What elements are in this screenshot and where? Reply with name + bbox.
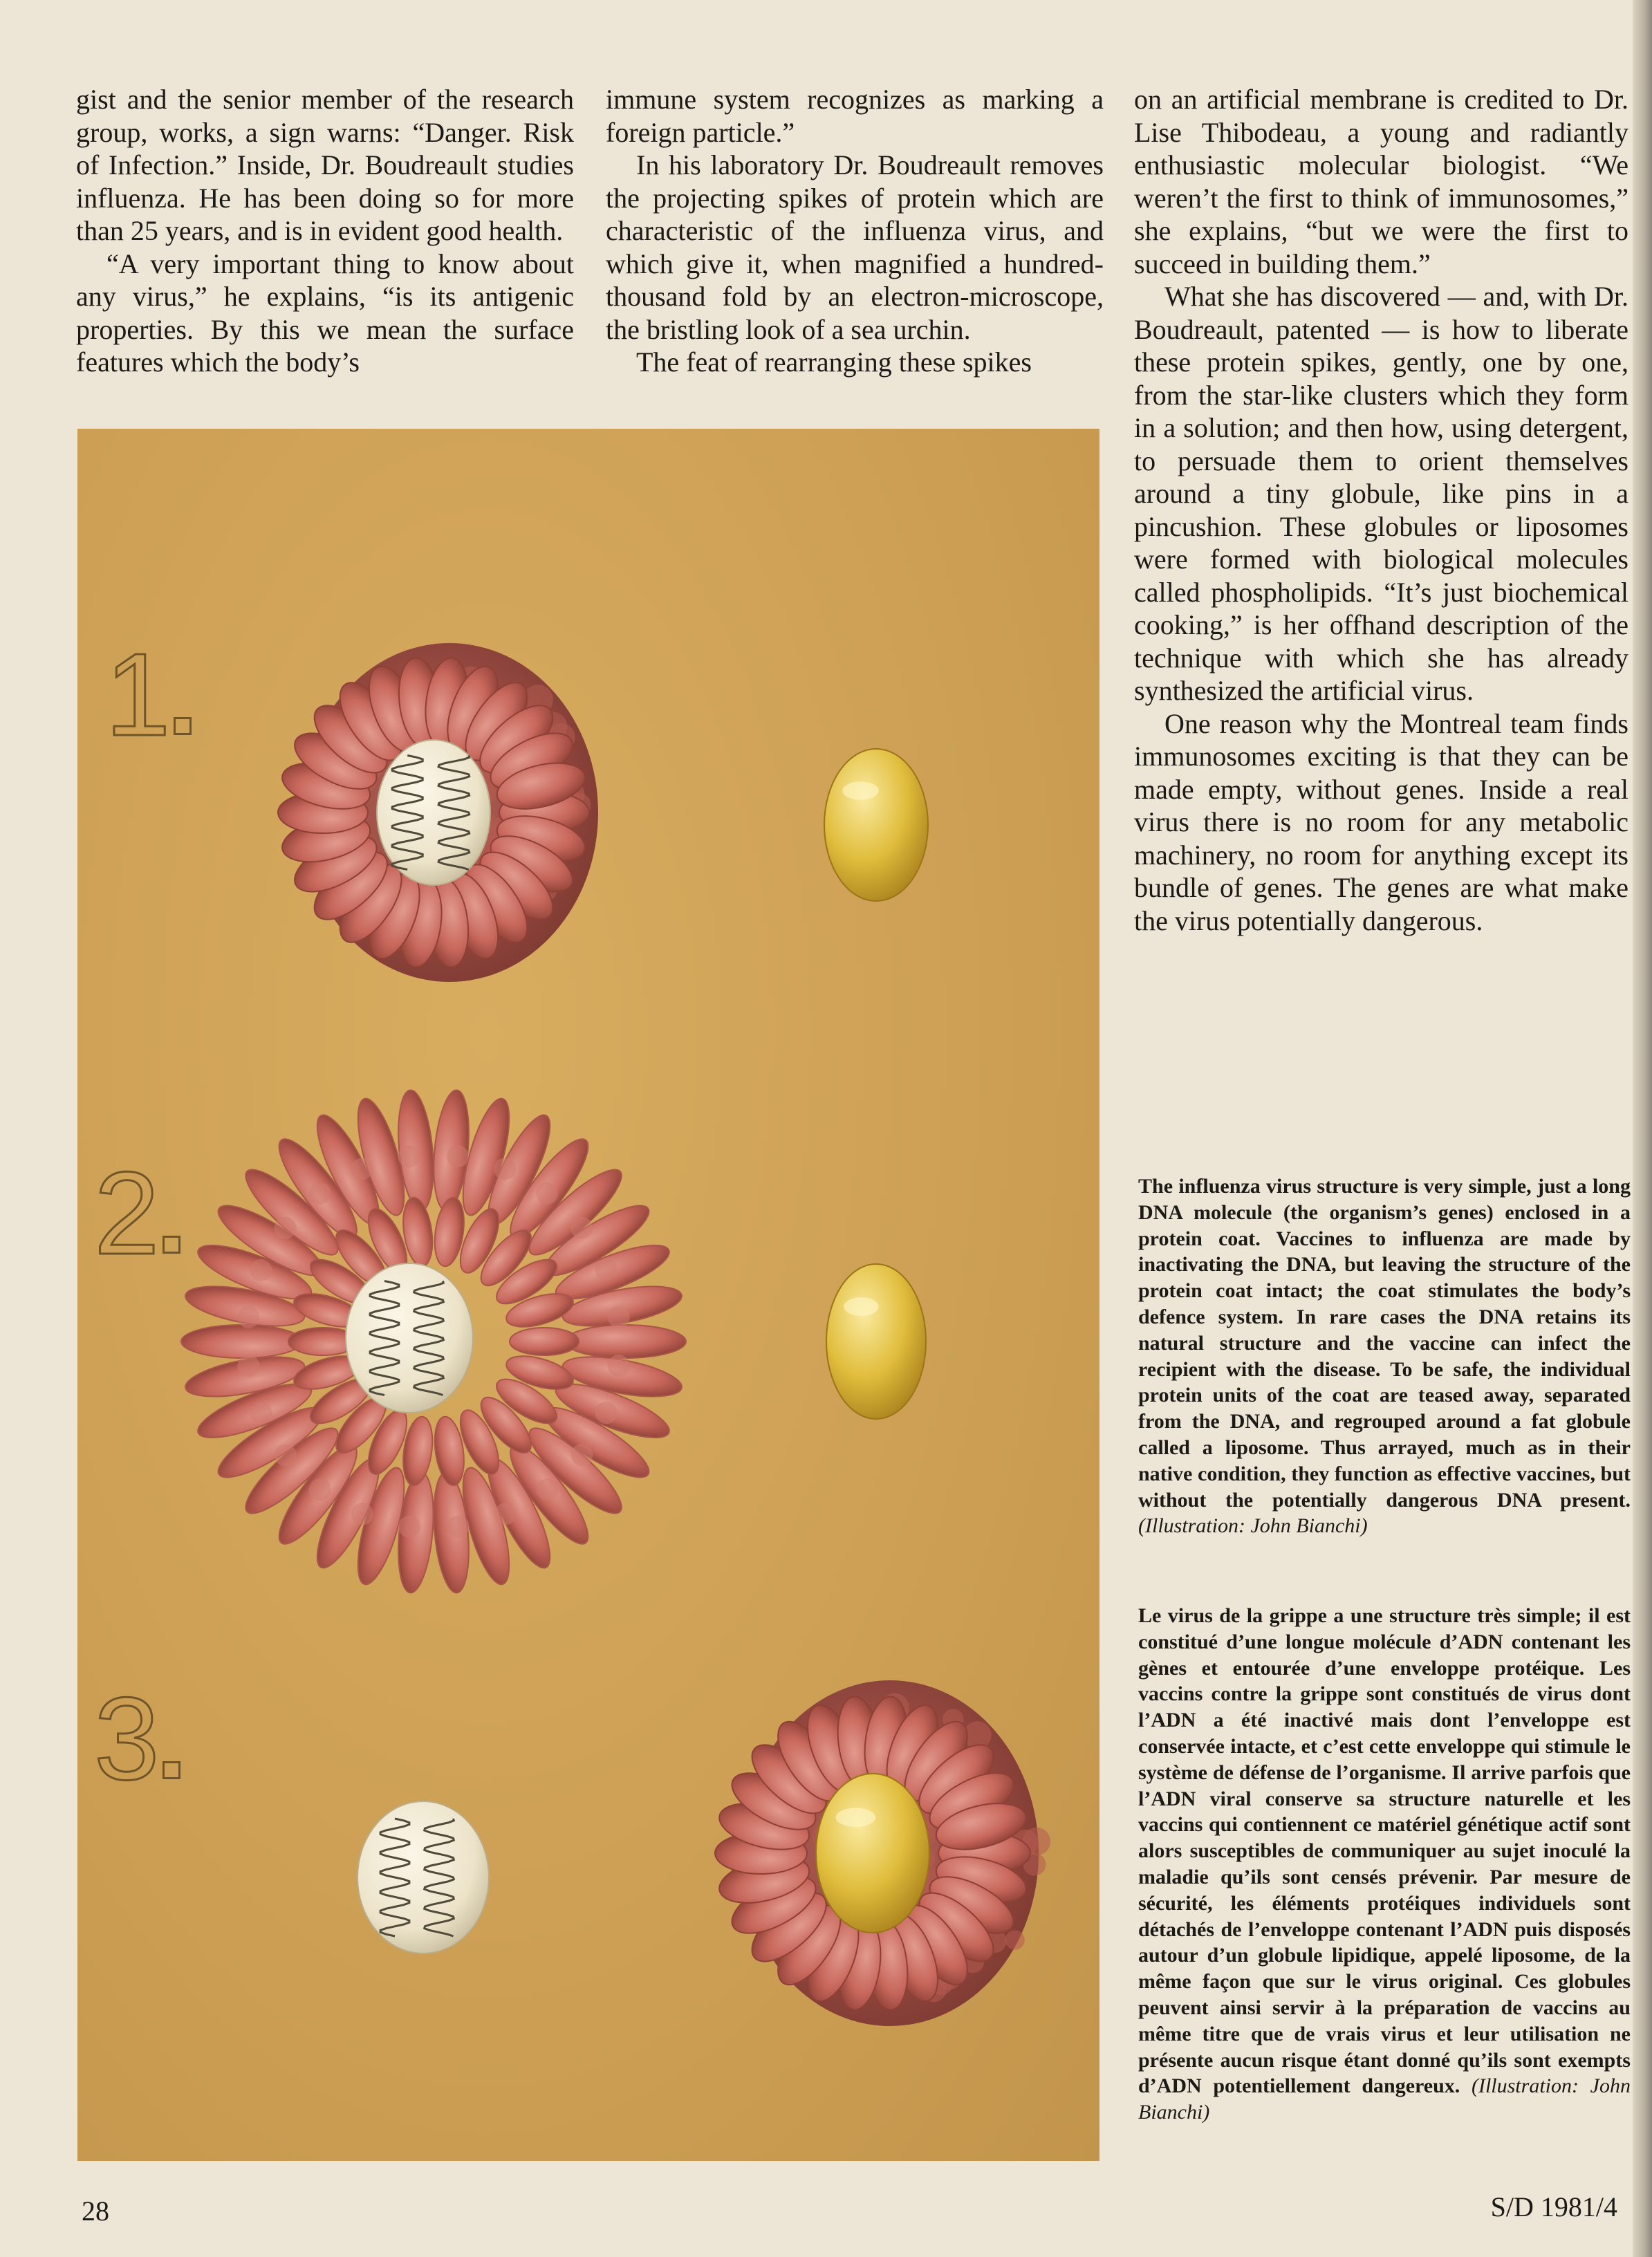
liposome-highlight — [836, 1808, 875, 1827]
virus-core — [358, 1801, 489, 1953]
spike-fragment — [494, 1503, 517, 1525]
virus-core — [346, 1263, 473, 1413]
caption-french-credit: (Illustration: John Bianchi) — [1138, 2074, 1631, 2124]
spike-fragment — [536, 1182, 558, 1205]
spike-fragment — [447, 1516, 469, 1538]
spike-fragment — [237, 1355, 259, 1377]
spike-fragment — [309, 1478, 331, 1501]
liposome — [826, 1264, 926, 1419]
spike-fragment — [351, 1503, 373, 1525]
stage-1-number: 1 — [105, 636, 192, 754]
protein-spike — [181, 1325, 302, 1358]
spike-fragment — [447, 1145, 469, 1167]
liposome — [824, 749, 928, 901]
protein-spike — [565, 1325, 686, 1358]
paragraph: immune system recognizes as marking a foreign particle.” — [606, 84, 1104, 148]
spike-fragment — [570, 1444, 593, 1466]
spike-fragment — [494, 1158, 516, 1180]
issue-label: S/D 1981/4 — [1490, 2191, 1617, 2222]
spike-fragment — [595, 1402, 618, 1424]
stage-1-intact-virus — [277, 643, 928, 982]
spike-fragment — [595, 1258, 617, 1281]
paragraph: “A very important thing to know about any virus,” he explains, “is its antigenic properties. By this we mean the surface features which the body’s — [76, 248, 574, 378]
caption-english-text: The influenza virus structure is very simple, just a long DNA molecule (the organism’s genes) enclosed in a protein coat. Vaccines to influenza are made by inactivating the DNA, but leaving the structure of the protein coat intact; the coat stimulates the body’s defence system. In rare cases the DNA retains its natural structure and the vaccine can infect the recipient with the disease. To be safe, the individual protein units of the coat are teased away, separated from the DNA, and regrouped around a fat globule called a liposome. Thus arrayed, much as in their native condition, they function as effective vaccines, but without the potentially dangerous DNA present. — [1138, 1175, 1631, 1512]
page-spine-shadow — [1633, 0, 1652, 2257]
paragraph: What she has discovered — and, with Dr. Boudreault, patented — is how to liberate these protein spikes, gently, one by one, from the star-like clusters which they form in a solution; and then how, using detergent, to persuade them to orient themselves around a tiny globule, like pins in a pincushion. These globules or liposomes were formed with biological molecules called phospholipids. “It’s just biochemical cooking,” is her offhand description of the technique with which she has already synthesized the artificial virus. — [1134, 281, 1628, 706]
stage-3-immunosome — [358, 1680, 1050, 2026]
page-number: 28 — [82, 2195, 109, 2227]
caption-french — [1138, 1603, 1631, 2126]
text-column-1 — [76, 83, 574, 379]
spike-fragment — [608, 1355, 630, 1377]
spike-fragment — [608, 1306, 630, 1328]
spike-fragment — [308, 1182, 331, 1205]
stage-2-number: 2 — [94, 1155, 180, 1272]
stage-3-number: 3 — [94, 1680, 180, 1798]
paragraph: In his laboratory Dr. Boudreault removes the projecting spikes of protein which are characteristic of the influenza virus, and which give it, when magnified a hundred-thousand fold by an electron-microscope, the bristling look of a sea urchin. — [606, 149, 1104, 345]
paragraph: One reason why the Montreal team finds immunosomes exciting is that they can be made empty, without genes. Inside a real virus there is no room for any metabolic machinery, no room for anything except its bundle of genes. The genes are what make the virus potentially dangerous. — [1134, 707, 1628, 936]
spike-tip — [1005, 1930, 1025, 1949]
spike-fragment — [570, 1216, 593, 1238]
spike-fragment — [398, 1145, 420, 1167]
spike-fragment — [250, 1259, 272, 1281]
paragraph: gist and the senior member of the research group, works, a sign warns: “Danger. Risk of Infection.” Inside, Dr. Boudreault studies influenza. He has been doing so for more than 25 years, and is in evident good health. — [76, 84, 574, 246]
spike-fragment — [351, 1158, 373, 1180]
spike-fragment — [537, 1478, 559, 1501]
caption-english — [1138, 1173, 1631, 1539]
spike-fragment — [250, 1402, 272, 1424]
illustration-drawing — [77, 429, 1099, 2161]
caption-french-text: Le virus de la grippe a une structure très simple; il est constitué d’une longue molécule d’ADN contenant les gènes et entourée d’une enveloppe protéique. Les vaccins contre la grippe sont constitués de virus dont l’ADN a été inactivé mais dont l’enveloppe est conservée intacte, et c’est cette enveloppe qui stimule le système de défense de l’organisme. Il arrive parfois que l’ADN viral conserve sa structure naturelle et les vaccins qui contiennent ce matériel génétique actif sont alors susceptibles de communiquer au sujet inoculé la maladie qu’ils sont censés prévenir. Par mesure de sécurité, les éléments protéiques individuels sont détachés de l’enveloppe contenant l’ADN puis disposés autour d’un globule lipidique, appelé liposome, de la même façon que sur le virus original. Ces globules peuvent ainsi servir à la préparation de vaccins au même titre que de vrais virus et leur utilisation ne présente aucun risque étant donné qu’ils sont exempts d’ADN potentiellement dangereux. — [1138, 1604, 1631, 2098]
spike-fragment — [237, 1306, 259, 1328]
stage-2-separated-spikes — [181, 1088, 926, 1594]
paragraph: The feat of rearranging these spikes — [636, 346, 1032, 378]
paragraph: on an artificial membrane is credited to Dr. Lise Thibodeau, a young and radiantly enthusiastic molecular biologist. “We weren’t the first to think of immunosomes,” she explains, “but we were the first to succeed in building them.” — [1134, 84, 1628, 279]
liposome-highlight — [842, 781, 879, 799]
liposome-highlight — [844, 1297, 878, 1316]
spike-fragment — [275, 1445, 297, 1467]
spike-fragment — [275, 1217, 297, 1239]
caption-english-credit: (Illustration: John Bianchi) — [1138, 1514, 1368, 1538]
virus-structure-illustration — [77, 429, 1099, 2161]
protein-spike — [510, 1328, 579, 1355]
spike-fragment — [398, 1516, 420, 1538]
text-column-2 — [606, 83, 1104, 379]
text-column-3 — [1134, 83, 1628, 937]
liposome — [816, 1774, 929, 1933]
